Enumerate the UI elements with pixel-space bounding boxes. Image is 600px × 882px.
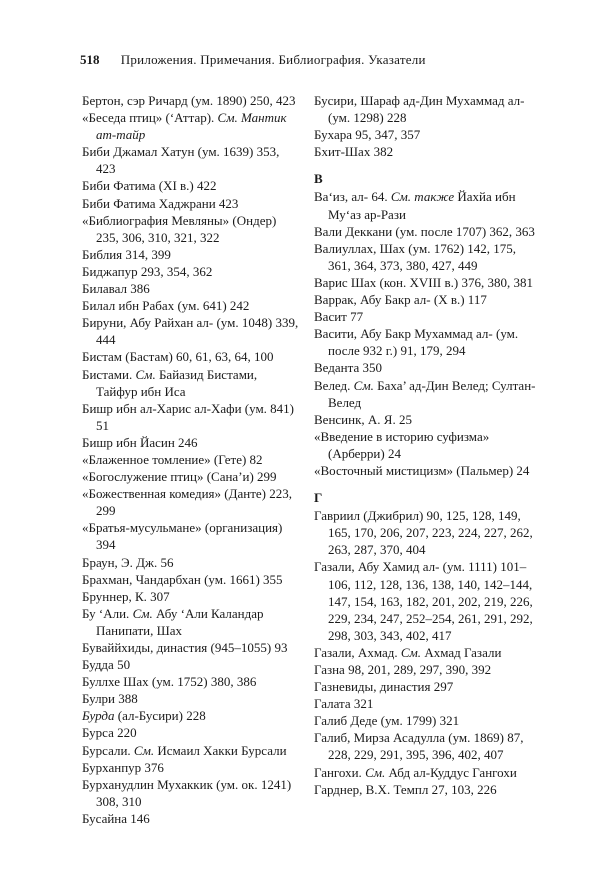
entry-text: Биби Фатима (XI в.) 422 [82,178,217,194]
index-entry [82,656,300,673]
entry-text: Газна 98, 201, 289, 297, 390, 392 [314,662,492,677]
entry-text: «Введение в историю суфизма» (Арберри) 24 [314,428,490,461]
entry-text: Бусайна 146 [82,810,150,826]
index-entry [82,724,300,741]
index-entry [82,195,300,212]
index-entry [82,742,300,759]
entry-text: Будда 50 [82,657,131,673]
entry-text: Бхит-Шах 382 [314,144,394,160]
entry-text: Бируни, Абу Райхан ал- (ум. 1048) 339, 444 [82,315,299,348]
entry-text: Исмаил Хакки Бурсали [154,742,287,758]
entry-text: «Блаженное томление» (Гете) 82 [82,451,263,467]
index-entry [314,644,536,661]
entry-text: Бурса 220 [82,725,137,741]
entry-text: «Богослужение птиц» (Сана’и) 299 [82,469,277,485]
index-entry [314,507,536,558]
index-entry [82,314,300,348]
index-entry [82,143,300,177]
entry-text: Бусири, Шараф ад-Дин Мухаммад ал- (ум. 1298) 228 [314,93,525,126]
index-entry [82,468,300,485]
index-entry [82,554,300,571]
entry-italic-text: См. [135,366,156,382]
entry-text: Бруннер, К. 307 [82,588,170,604]
index-entry [82,639,300,656]
entry-text: Ахмад Газали [421,644,502,660]
index-entry [314,359,536,376]
index-entry [82,519,300,553]
index-entry [82,109,300,143]
entry-text: Гарднер, В.Х. Темпл 27, 103, 226 [314,781,497,797]
entry-text: Валиуллах, Шах (ум. 1762) 142, 175, 361, 364, 373, 380, 427, 449 [314,240,517,273]
index-entry [314,411,536,428]
index-entry [314,274,536,291]
entry-text: «Братья-мусульмане» (организация) 394 [82,520,283,553]
index-entry [314,781,536,798]
entry-text: Библия 314, 399 [82,246,171,262]
entry-text: Абд ал-Куддус Гангохи [385,764,517,780]
entry-text: Бертон, сэр Ричард (ум. 1890) 250, 423 [82,93,296,108]
index-entry [82,707,300,724]
entry-text: Гангохи. [314,764,366,780]
entry-text: «Беседа птиц» (‘Аттар). [82,110,218,126]
running-head: Приложения. Примечания. Библиография. Указатели [120,52,426,67]
entry-italic-text: См. [132,605,153,621]
index-entry [314,92,536,126]
entry-text: Галиб, Мирза Асадулла (ум. 1869) 87, 228, 229, 291, 395, 396, 402, 407 [314,730,524,763]
index-entry [82,776,300,810]
entry-text: Булри 388 [82,691,138,707]
index-entry [82,673,300,690]
index-entry [82,366,300,400]
entry-italic-text: См. [353,377,374,393]
entry-text: Браун, Э. Дж. 56 [82,554,174,570]
index-entry [82,297,300,314]
index-entry [82,400,300,434]
entry-text: Бистами. [82,366,136,382]
entry-text: Галата 321 [314,696,374,712]
index-letter-heading: В [314,171,323,187]
index-entry [82,759,300,776]
index-entry [82,810,300,827]
entry-text: (ал-Бусири) 228 [114,708,206,724]
entry-text: Бухара 95, 347, 357 [314,127,421,143]
entry-text: Буллхе Шах (ум. 1752) 380, 386 [82,674,257,690]
entry-italic-text: См. [217,110,238,126]
index-entry [314,462,536,479]
index-entry [314,126,536,143]
index-entry [314,428,536,462]
index-entry [82,605,300,639]
entry-text: Газали, Ахмад. [314,644,401,660]
entry-italic-text: См. [400,644,422,660]
index-entry [82,92,300,109]
entry-text: Билал ибн Рабах (ум. 641) 242 [82,298,250,314]
index-entry [82,280,300,297]
index-entry [82,690,300,707]
entry-text: Варрак, Абу Бакр ал- (X в.) 117 [314,292,487,308]
entry-text: Бишр ибн ал-Харис ал-Хафи (ум. 841) 51 [82,400,294,433]
index-entry [82,485,300,519]
entry-text: Бишр ибн Йасин 246 [82,434,198,450]
entry-text: Галиб Деде (ум. 1799) 321 [314,713,460,729]
entry-text: «Божественная комедия» (Данте) 223, 299 [82,486,292,519]
index-entry [82,177,300,194]
entry-text: Биби Джамал Хатун (ум. 1639) 353, 423 [82,144,280,177]
index-entry [314,661,536,678]
entry-italic-text: Бурда [82,708,115,724]
index-entry [82,451,300,468]
index-entry [314,764,536,781]
index-column-left [82,92,300,827]
entry-text: Газали, Абу Хамид ал- (ум. 1111) 101–106, 112, 128, 136, 138, 140, 142–144, 147, 154, 163, 182, 201, 202, 219, 226, 229, 234, 247, 252–254, 261, 291, 292, 298, 303, 343, 402, 417 [314,559,533,643]
entry-text: Брахман, Чандарбхан (ум. 1661) 355 [82,571,283,587]
index-letter-heading: Г [314,490,323,506]
entry-text: Ва‘из, ал- 64. [314,189,391,205]
entry-text: Васити, Абу Бакр Мухаммад ал- (ум. после 932 г.) 91, 179, 294 [314,326,519,359]
index-entry [314,143,536,160]
entry-text: Варис Шах (кон. XVIII в.) 376, 380, 381 [314,274,533,290]
entry-italic-text: См. [133,742,155,758]
index-entry [314,712,536,729]
entry-text: Бурханудлин Мухаккик (ум. ок. 1241) 308, 310 [82,776,292,809]
index-entry [82,212,300,246]
index-entry [314,240,536,274]
entry-text: Биджапур 293, 354, 362 [82,263,213,279]
index-entry [314,678,536,695]
index-entry [314,729,536,763]
entry-text: Биби Фатима Хаджрани 423 [82,195,239,211]
entry-text: Велед. [314,377,354,393]
index-entry [314,695,536,712]
entry-text: «Восточный мистицизм» (Пальмер) 24 [314,462,530,478]
index-entry [82,434,300,451]
index-column-right [314,92,536,798]
index-entry [82,571,300,588]
index-entry [82,263,300,280]
entry-text: Бурсали. [82,742,134,758]
index-entry [82,348,300,365]
entry-text: Веданта 350 [314,360,382,376]
entry-text: Бу ‘Али. [82,605,133,621]
entry-text: Васит 77 [314,309,364,325]
index-entry [314,558,536,643]
entry-text: Газневиды, династия 297 [314,679,454,695]
entry-italic-text: Мантик ат-тайр [96,110,287,143]
index-entry [82,588,300,605]
entry-text: Йахйа ибн Му‘аз ар-Рази [328,189,516,222]
entry-text: Бурханпур 376 [82,759,164,775]
entry-text: Баха’ ад-Дин Велед; Султан-Велед [328,377,536,410]
index-entry [314,377,536,411]
entry-text: Бистам (Бастам) 60, 61, 63, 64, 100 [82,349,274,365]
index-entry [314,223,536,240]
entry-text: «Библиография Мевляны» (Ондер) 235, 306, 310, 321, 322 [82,212,277,245]
entry-text: Билавал 386 [82,281,150,297]
entry-text: Буваййхиды, династия (945–1055) 93 [82,640,288,655]
index-entry [314,291,536,308]
entry-text: Гавриил (Джибрил) 90, 125, 128, 149, 165, 170, 206, 207, 223, 224, 227, 262, 263, 287, 370, 404 [314,508,533,558]
entry-text: Байазид Бистами, Тайфур ибн Иса [96,366,258,399]
index-entry [314,188,536,222]
page-number: 518 [80,52,100,67]
index-entry [314,308,536,325]
entry-text: Вали Деккани (ум. после 1707) 362, 363 [314,223,535,239]
index-entry [314,325,536,359]
index-entry [82,246,300,263]
page-header [80,52,520,68]
entry-italic-text: См. также [390,189,455,205]
entry-text: Абу ‘Али Каландар Панипати, Шах [96,605,264,638]
entry-italic-text: См. [365,764,386,780]
entry-text: Венсинк, А. Я. 25 [314,411,412,427]
